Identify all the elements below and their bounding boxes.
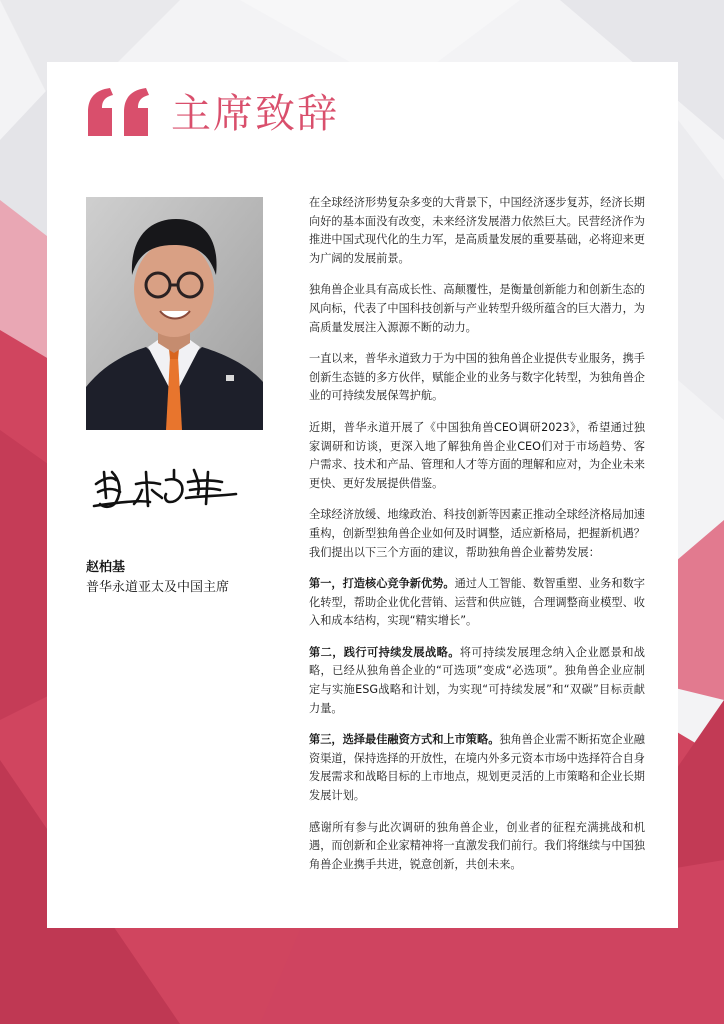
page-title: 主席致辞 — [171, 91, 339, 137]
speaker-name: 赵柏基 — [86, 560, 126, 575]
paragraph: 近期，普华永道开展了《中国独角兽CEO调研2023》，希望通过独家调研和访谈，更深入地了解独角兽企业CEO们对于市场趋势、客户需求、技术和产品、管理和人才等方面的理解和应对，为企业未来更快、更好发展提供借鉴。 — [309, 420, 645, 490]
signature-image — [90, 458, 240, 514]
suggestion-paragraph — [309, 575, 645, 631]
suggestion-text: 独角兽企业需不断拓宽企业融资渠道，保持选择的开放性，在境内外多元资本市场中选择符合自身发展需求和战略目标的上市地点，规划更灵活的上市策略和企业长期发展计划。 — [309, 733, 645, 803]
speaker-role: 普华永道亚太及中国主席 — [86, 580, 230, 595]
suggestion-heading: 第二，践行可持续发展战略。 — [309, 645, 460, 659]
suggestion-heading: 第三，选择最佳融资方式和上市策略。 — [309, 733, 500, 747]
paragraph: 一直以来，普华永道致力于为中国的独角兽企业提供专业服务，携手创新生态链的多方伙伴，赋能企业的业务与数字化转型，为独角兽企业的可持续发展保驾护航。 — [309, 352, 645, 403]
closing-paragraph: 感谢所有参与此次调研的独角兽企业，创业者的征程充满挑战和机遇，而创新和企业家精神将一直激发我们前行。我们将继续与中国独角兽企业携手共进，锐意创新，共创未来。 — [309, 820, 645, 871]
paragraph: 在全球经济形势复杂多变的大背景下，中国经济逐步复苏，经济长期向好的基本面没有改变，未来经济发展潜力依然巨大。民营经济作为推进中国式现代化的生力军，是高质量发展的重要基础，必将迎来更为广阔的发展前景。 — [309, 196, 645, 265]
paragraph: 全球经济放缓、地缘政治、科技创新等因素正推动全球经济格局加速重构，创新型独角兽企业如何及时调整，适应新格局，把握新机遇？我们提出以下三个方面的建议，帮助独角兽企业蓄势发展： — [309, 508, 645, 559]
chairman-photo — [86, 197, 263, 430]
paragraph: 独角兽企业具有高成长性、高颠覆性，是衡量创新能力和创新生态的风向标，代表了中国科技创新与产业转型升级所蕴含的巨大潜力，为高质量发展注入源源不断的动力。 — [309, 283, 645, 334]
suggestion-paragraph — [309, 731, 645, 805]
speech-body — [309, 194, 645, 887]
suggestion-heading: 第一，打造核心竞争新优势。 — [309, 577, 455, 591]
suggestion-paragraph — [309, 644, 645, 718]
suggestion-text: 将可持续发展理念纳入企业愿景和战略，已经从独角兽企业的“可选项”变成“必选项”。独角兽企业应制定与实施ESG战略和计划，为实现“可持续发展”和“双碳”目标贡献力量。 — [309, 645, 645, 715]
portrait-illustration — [86, 197, 263, 430]
quote-mark-icon — [86, 86, 152, 138]
suggestion-text: 通过人工智能、数智重塑、业务和数字化转型，帮助企业优化营销、运营和供应链，合理调整商业模型、收入和成本结构，实现“精实增长”。 — [309, 577, 645, 628]
